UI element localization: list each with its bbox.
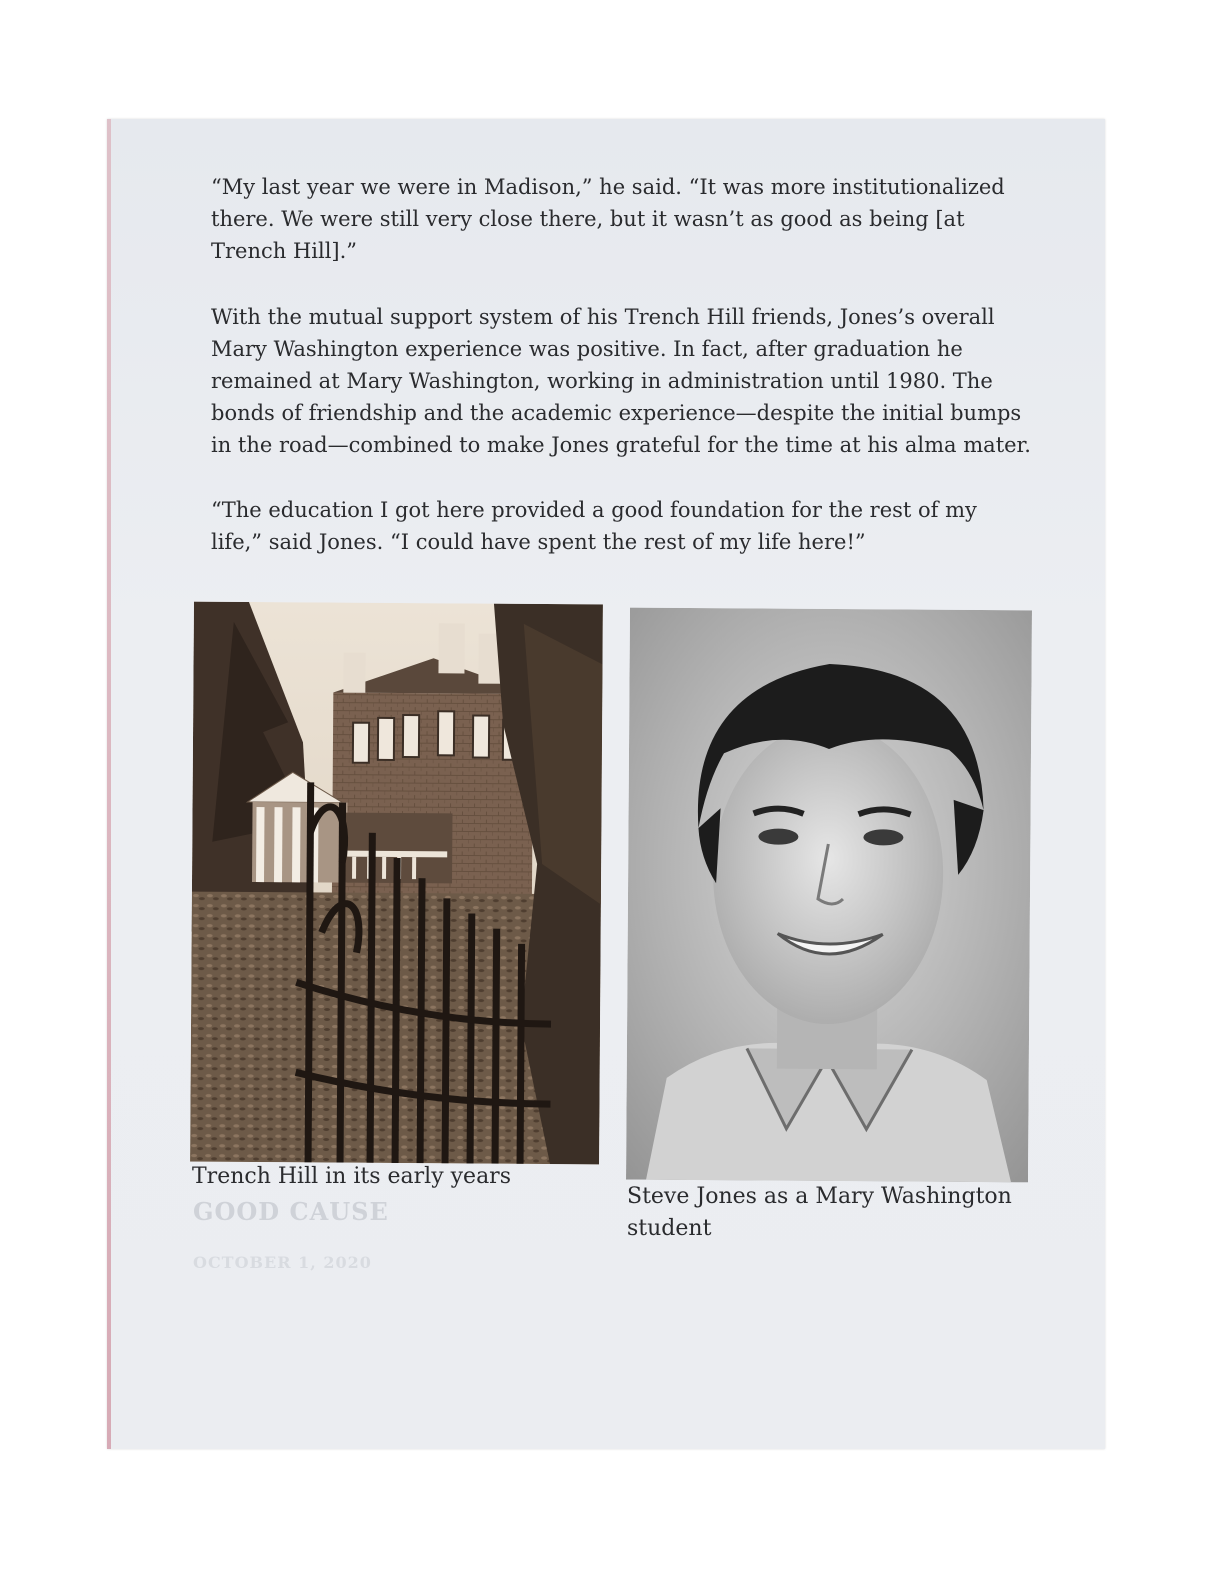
portrait-caption: Steve Jones as a Mary Washington student [627, 1184, 1012, 1241]
house-photo-caption: Trench Hill in its early years [192, 1164, 511, 1189]
printed-page [107, 119, 1105, 1449]
quote-paragraph-education: “The education I got here provided a good foundation for the rest of my life,” said Jones. “I could have spent the rest of my life here!” [211, 498, 977, 554]
trench-hill-photo [190, 602, 603, 1165]
bleed-through-date: OCTOBER 1, 2020 [193, 1253, 372, 1272]
quote-paragraph-madison: “My last year we were in Madison,” he said. “It was more institutionalized there. We were still very close there, but it wasn’t as good as being [at Trench Hill].” [211, 175, 1005, 263]
bleed-through-title: GOOD CAUSE [193, 1197, 389, 1226]
paragraph-support-system: With the mutual support system of his Trench Hill friends, Jones’s overall Mary Washington experience was positive. In fact, after graduation he remained at Mary Washington, working in administration until 1980. The bonds of friendship and the academic experience—despite the initial bumps in the road—combined to make Jones grateful for the time at his alma mater. [211, 305, 1031, 457]
steve-jones-portrait [626, 608, 1032, 1183]
